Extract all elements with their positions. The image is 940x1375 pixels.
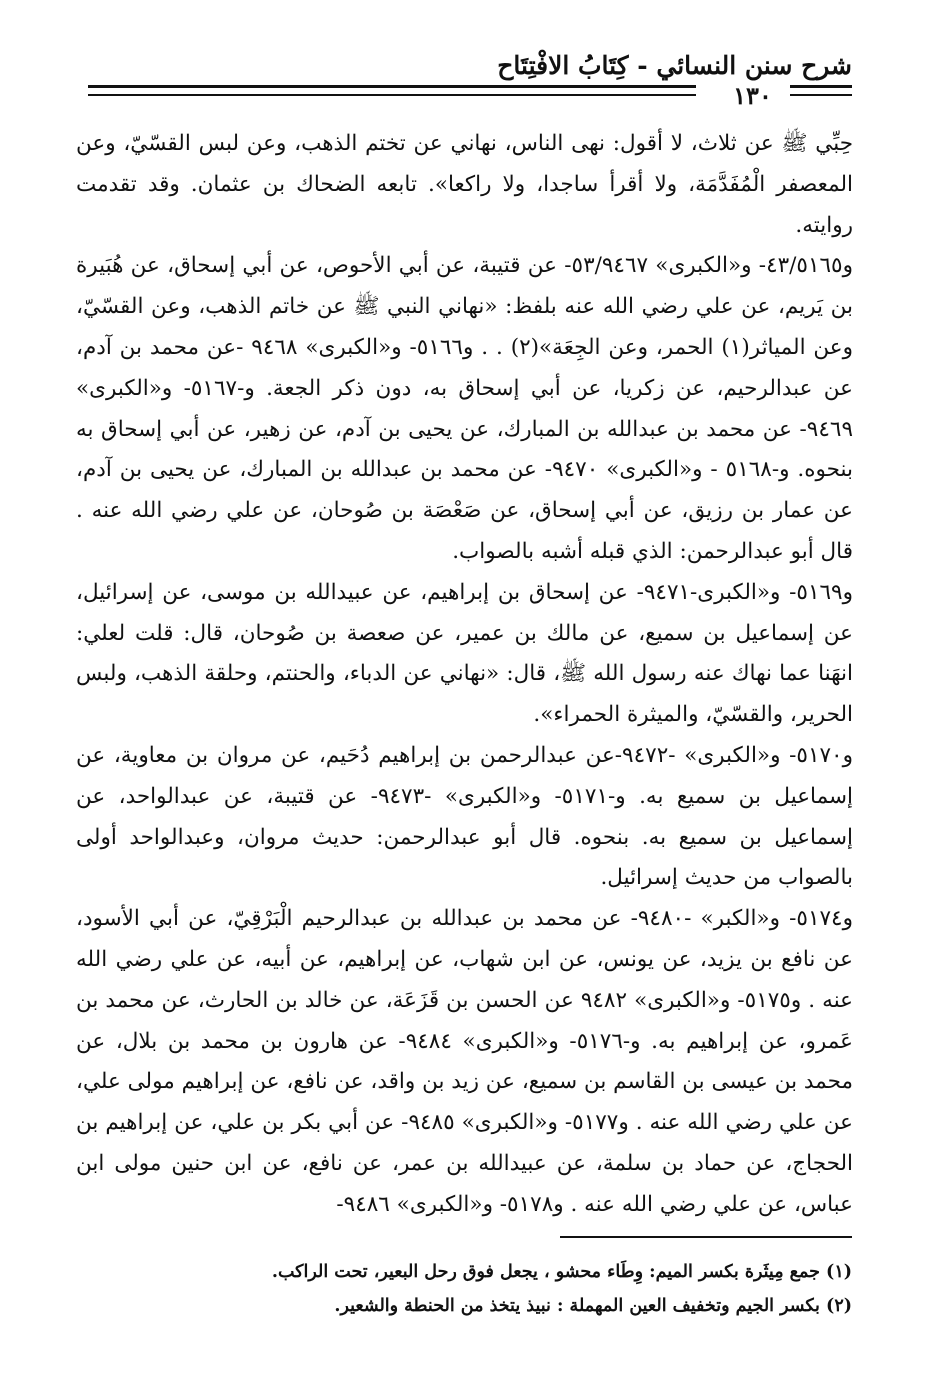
footnote-2: (٢) بكسر الجيم وتخفيف العين المهملة : نبيذ يتخذ من الحنطة والشعير. — [334, 1296, 852, 1316]
paragraph-4: و٥١٧٠- و«الكبرى» -٩٤٧٢-عن عبدالرحمن بن إبراهيم دُحَيم، عن مروان بن معاوية، عن إسماعيل بن سميع به. و-٥١٧١- و«الكبرى» -٩٤٧٣- عن قتيبة، عن عبدالواحد، عن إسماعيل بن سميع به. بنحوه. قال أبو عبدالرحمن: حديث مروان، وعبدالواحد أولى بالصواب من حديث إسرائيل. — [76, 742, 854, 891]
footnote-1: (١) جمع مِيثَرة بكسر الميم: وِطَاء محشو ، يجعل فوق رحل البعير، تحت الراكب. — [271, 1262, 852, 1282]
header-rule-right-bottom — [790, 94, 852, 96]
running-header-title: شرح سنن النسائي - كِتَابُ الافْتِتَاح — [497, 51, 852, 80]
paragraph-1: حِبِّي ﷺ عن ثلاث، لا أقول: نهى الناس، نهاني عن تختم الذهب، وعن لبس القسّيّ، وعن المعصفر الْمُفَدَّمَة، ولا أقرأ ساجدا، ولا راكعا». تابعه الضحاك بن عثمان. وقد تقدمت روايته. — [76, 131, 853, 238]
footnotes — [152, 1255, 852, 1323]
paragraph-3: و٥١٦٩- و«الكبرى-٩٤٧١- عن إسحاق بن إبراهيم، عن عبيدالله بن موسى، عن إسرائيل، عن إسماعيل بن سميع، عن مالك بن عمير، عن صعصة بن صُوحان، قال: قلت لعلي: انهَنا عما نهاك عنه رسول الله ﷺ، قال: «نهاني عن الدباء، والحنتم، وحلقة الذهب، ولبس الحرير، والقسّيّ، والميثرة الحمراء». — [76, 579, 853, 728]
body-text — [76, 124, 853, 1226]
header-rule-left-top — [88, 85, 696, 88]
paragraph-5: و٥١٧٤- و«الكبر» -٩٤٨٠- عن محمد بن عبدالله بن عبدالرحيم الْبَرْقِيّ، عن أبي الأسود، عن نافع بن يزيد، عن يونس، عن ابن شهاب، عن إبراهيم، عن أبيه، عن علي رضي الله عنه . و٥١٧٥- و«الكبرى» ٩٤٨٢ عن الحسن بن قَزَعَة، عن خالد بن الحارث، عن محمد بن عَمرو، عن إبراهيم به. و-٥١٧٦- و«الكبرى» ٩٤٨٤- عن هارون بن محمد بن بلال، عن محمد بن عيسى بن القاسم بن سميع، عن زيد بن واقد، عن نافع، عن إبراهيم مولى علي، عن علي رضي الله عنه . و٥١٧٧- و«الكبرى» ٩٤٨٥- عن أبي بكر بن علي، عن إبراهيم بن الحجاج، عن حماد بن سلمة، عن عبيدالله بن عمر، عن نافع، عن ابن حنين مولى ابن عباس، عن علي رضي الله عنه . و٥١٧٨- و«الكبرى» ٩٤٨٦- — [76, 906, 854, 1217]
header-rule-left-bottom — [88, 94, 696, 96]
header-rule-right-top — [790, 85, 852, 88]
paragraph-2: و٤٣/٥١٦٥- و«الكبرى» ٥٣/٩٤٦٧- عن قتيبة، عن أبي الأحوص، عن أبي إسحاق، عن هُبَيرة بن يَريم، عن علي رضي الله عنه بلفظ: «نهاني النبي ﷺ عن خاتم الذهب، وعن القسّيّ، وعن المياثر(١) الحمر، وعن الجِعَة»(٢) . . و٥١٦٦- و«الكبرى» ٩٤٦٨ -عن محمد بن آدم، عن عبدالرحيم، عن زكريا، عن أبي إسحاق به، دون ذكر الجعة. و-٥١٦٧- و«الكبرى» ٩٤٦٩- عن محمد بن عبدالله بن المبارك، عن يحيى بن آدم، عن زهير، عن أبي إسحاق به بنحوه. و-٥١٦٨ - و«الكبرى» ٩٤٧٠- عن محمد بن عبدالله بن المبارك، عن يحيى بن آدم، عن عمار بن رزيق، عن أبي إسحاق، عن صَعْصَة بن صُوحان، عن علي رضي الله عنه . قال أبو عبدالرحمن: الذي قبله أشبه بالصواب. — [76, 253, 854, 564]
page-number: ١٣٠ — [733, 81, 772, 110]
footnote-separator — [560, 1236, 852, 1238]
